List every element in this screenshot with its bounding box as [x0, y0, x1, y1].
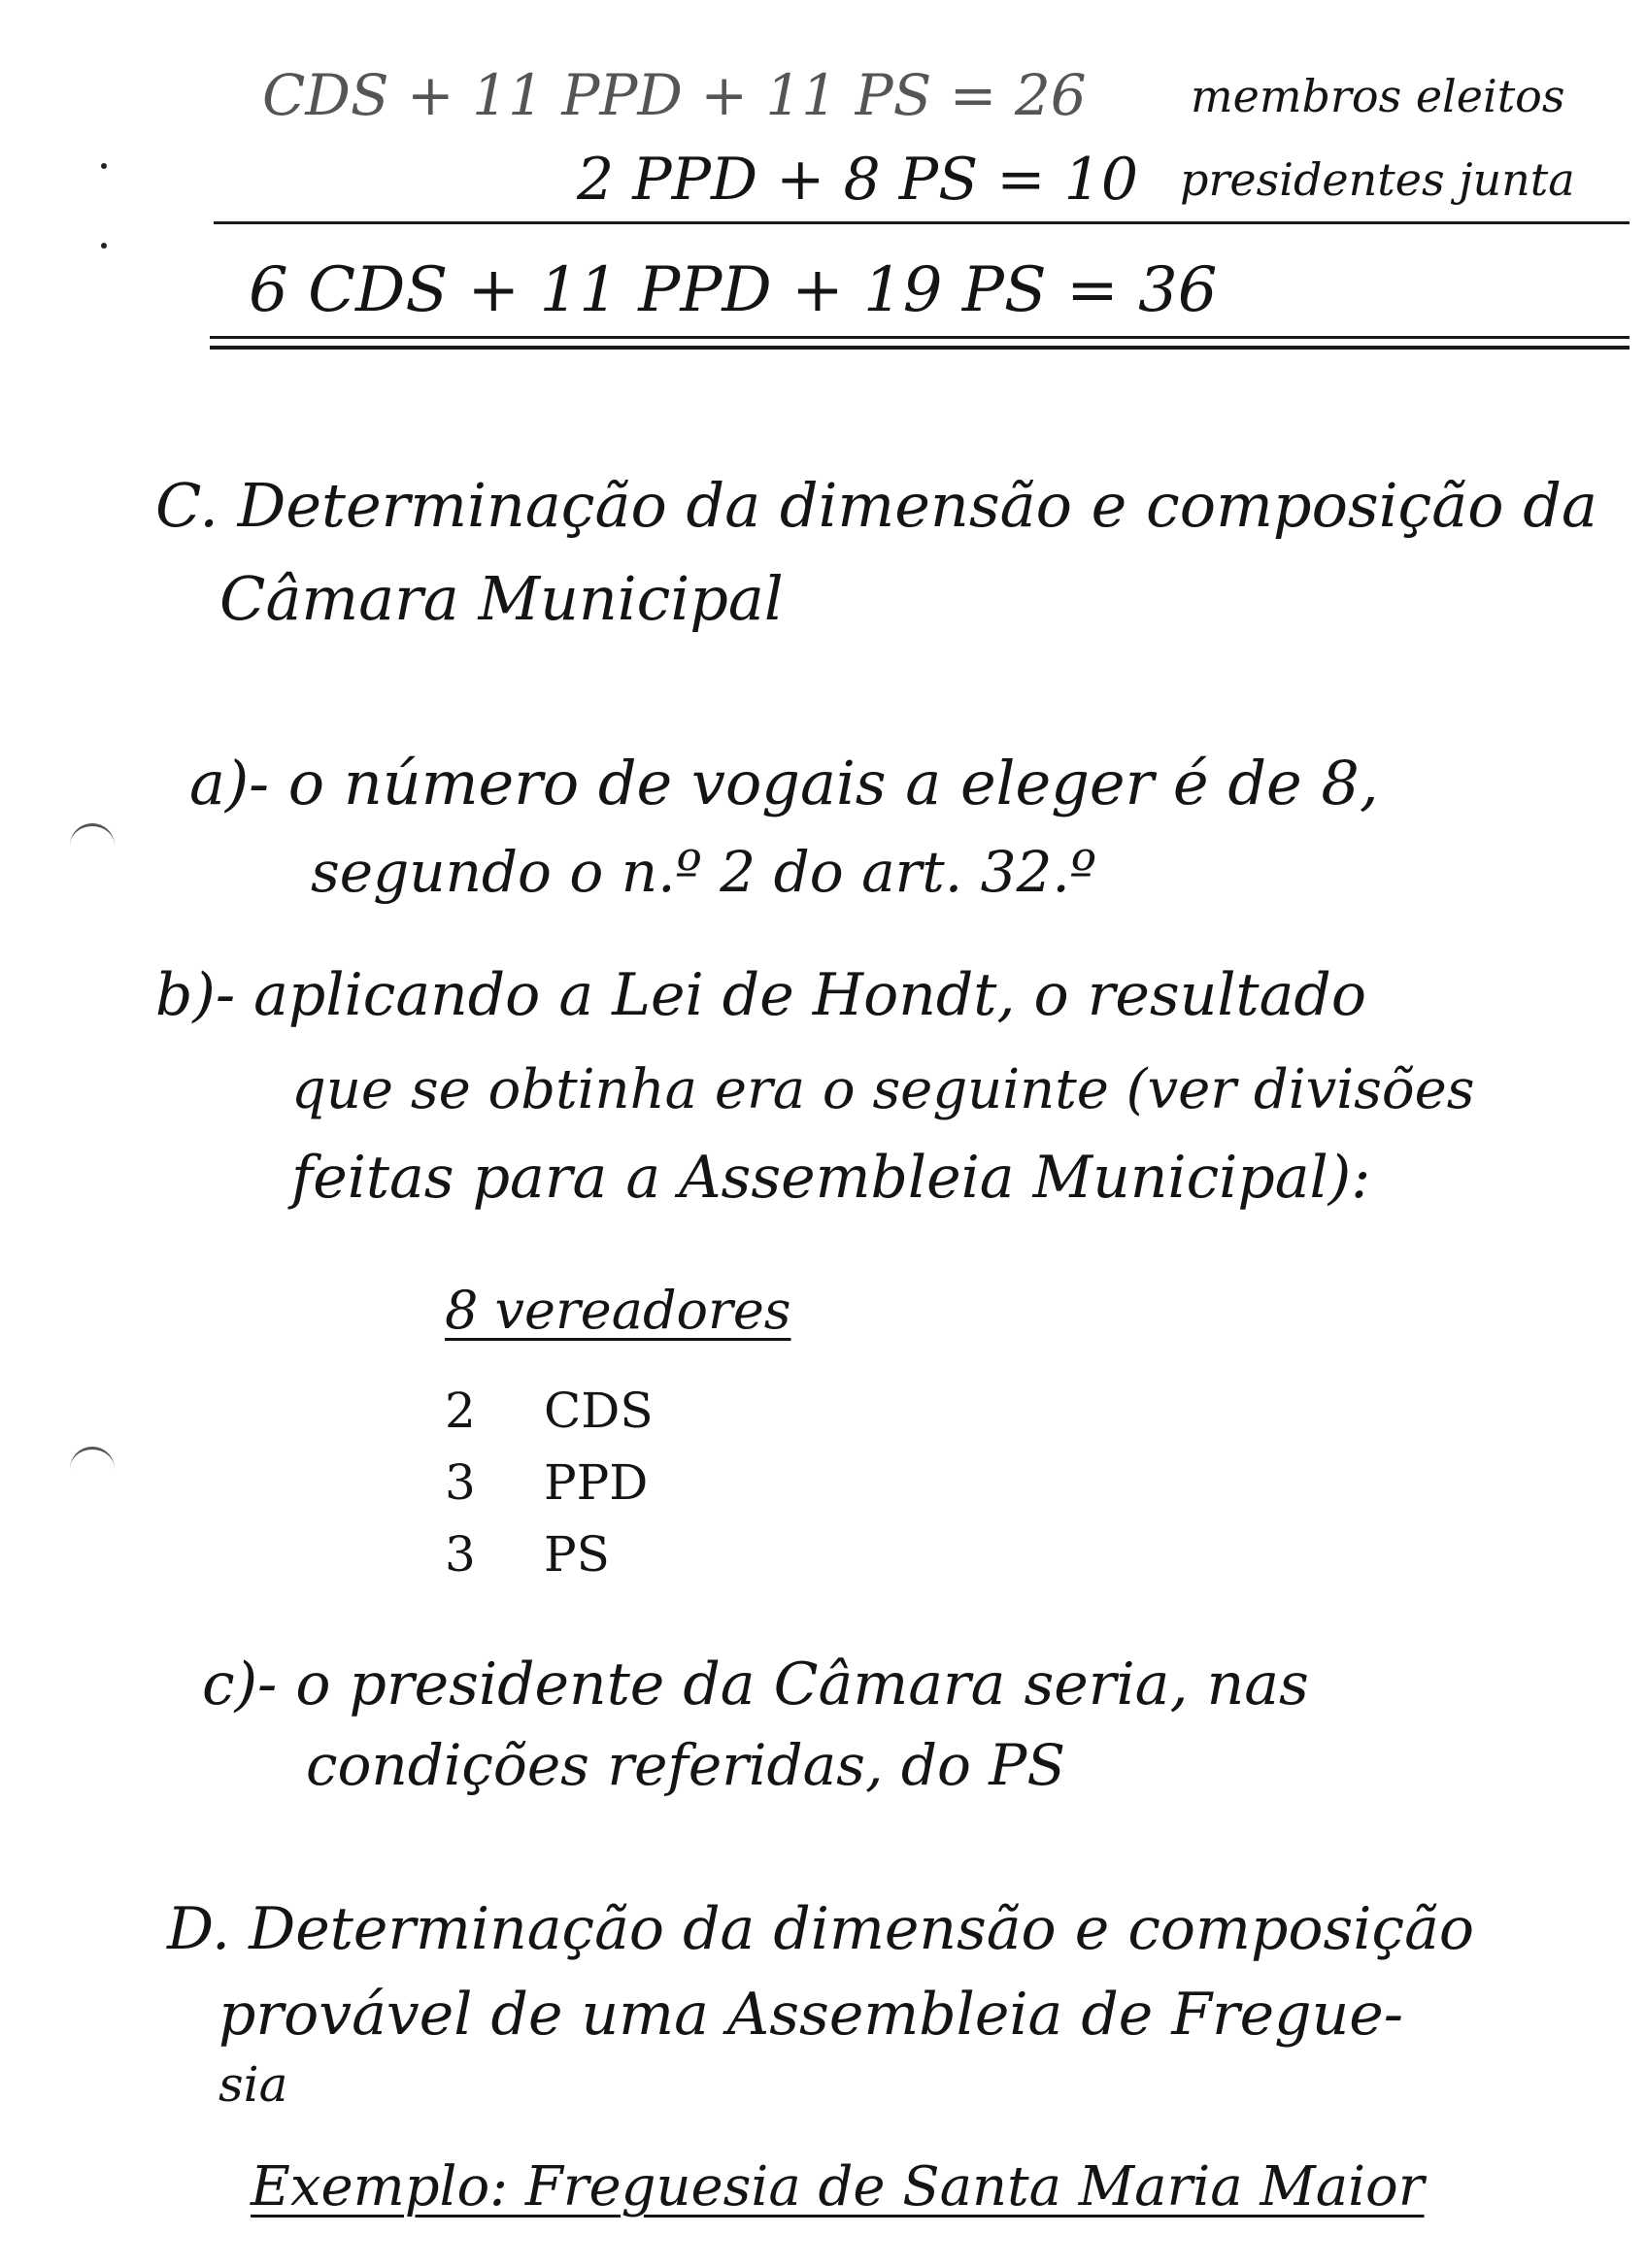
item-c: c)- o presidente da Câmara seria, nas — [202, 1651, 1309, 1718]
item-b: b)- aplicando a Lei de Hondt, o resultado — [155, 961, 1366, 1029]
row-party: CDS — [544, 1383, 654, 1439]
double-rule-bottom — [210, 346, 1630, 350]
margin-dot — [101, 163, 107, 169]
section-d-heading: D. Determinação da dimensão e composição — [167, 1895, 1474, 1963]
margin-dot — [101, 243, 107, 249]
calc-total: 6 CDS + 11 PPD + 19 PS = 36 — [249, 254, 1218, 326]
double-rule-top — [210, 336, 1630, 339]
item-a: a)- o número de vogais a eleger é de 8, — [189, 748, 1379, 818]
row-party: PPD — [544, 1454, 649, 1511]
calc-line-2: 2 PPD + 8 PS = 10 — [577, 146, 1138, 214]
sum-rule — [214, 221, 1630, 224]
item-b-3: feitas para a Assembleia Municipal): — [291, 1144, 1371, 1212]
hole-mark — [70, 823, 115, 850]
section-c-heading-2: Câmara Municipal — [219, 563, 784, 634]
hole-mark — [70, 1447, 115, 1473]
calc-line-1: CDS + 11 PPD + 11 PS = 26 — [262, 62, 1087, 128]
row-party: PS — [544, 1526, 610, 1583]
row-count: 3 — [445, 1526, 476, 1583]
item-b-2: que se obtinha era o seguinte (ver divisões — [291, 1058, 1475, 1121]
row-count: 2 — [445, 1383, 476, 1439]
item-a-2: segundo o n.º 2 do art. 32.º — [311, 839, 1097, 905]
vereadores-header: 8 vereadores — [445, 1280, 791, 1341]
row-count: 3 — [445, 1454, 476, 1511]
section-d-heading-3: sia — [218, 2056, 288, 2113]
calc-line-1-note: membros eleitos — [1191, 70, 1565, 122]
section-d-heading-2: provável de uma Assembleia de Fregue- — [218, 1981, 1404, 2049]
calc-line-2-note: presidentes junta — [1180, 153, 1575, 206]
section-c-heading: C. Determinação da dimensão e composição da — [155, 470, 1597, 541]
item-c-2: condições referidas, do PS — [306, 1732, 1066, 1798]
example-line: Exemplo: Freguesia de Santa Maria Maior — [251, 2155, 1425, 2218]
